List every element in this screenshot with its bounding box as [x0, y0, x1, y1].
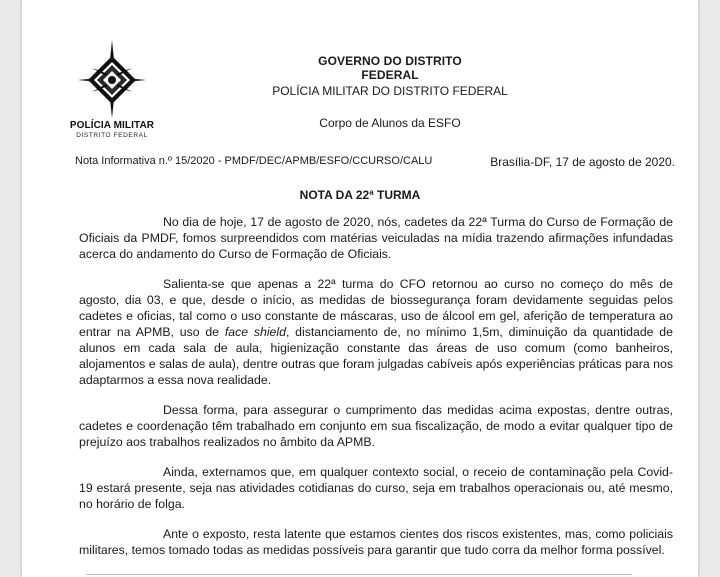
paragraph-2-part-1: Salienta-se que apenas a 22ª turma do CFO retornou ao curso no começo do mês de agosto, dia 03, e que, desde o início, as medidas de biossegurança foram devidamente seguidas pelos cadetes e oficias, tal como o uso constante de máscaras, uso de álcool em gel, aferição de temperatura ao entrar na APMB, uso de: [79, 277, 673, 339]
paragraph-2: [79, 276, 673, 388]
paragraph-2-part-2: , distanciamento de, no mínimo 1,5m, diminuição da quantidade de alunos em cada sala de aula, higienização constante das áreas de uso comum (como banheiros, alojamentos e salas de aula), dentre outras que foram julgadas cabíveis após experiências práticas para nos adaptarmos a essa nova realidade.: [79, 325, 673, 387]
paragraph-1: No dia de hoje, 17 de agosto de 2020, nós, cadetes da 22ª Turma do Curso de Formação de Oficiais da PMDF, fomos surpreendidos com matérias veiculadas na mídia trazendo afirmações infundadas acerca do andamento do Curso de Formação de Oficiais.: [79, 215, 673, 261]
logo-subtitle: DISTRITO FEDERAL: [76, 132, 148, 139]
document-title: NOTA DA 22ª TURMA: [299, 188, 421, 202]
document-body: [79, 214, 673, 558]
paragraph-5: Ante o exposto, resta latente que estamos cientes dos riscos existentes, mas, como policiais militares, temos tomado todas as medidas possíveis para garantir que tudo corra da melhor forma possível.: [79, 527, 673, 557]
paragraph-3: Dessa forma, para assegurar o cumprimento das medidas acima expostas, dentre outras, cadetes e coordenação têm trabalhado em conjunto em sua fiscalização, de modo a evitar qualquer tipo de prejuízo aos trabalhos realizados no âmbito da APMB.: [79, 403, 673, 449]
header-department: Corpo de Alunos da ESFO: [319, 116, 461, 130]
reference-line: [75, 155, 675, 173]
footer-divider: [86, 574, 632, 575]
header-title: GOVERNO DO DISTRITO FEDERAL: [318, 54, 462, 82]
document-page: [22, 0, 698, 577]
header-subtitle: POLÍCIA MILITAR DO DISTRITO FEDERAL: [272, 84, 508, 98]
letterhead: [22, 0, 698, 150]
logo: [67, 40, 157, 145]
document-reference: Nota Informativa n.º 15/2020 - PMDF/DEC/APMB/ESFO/CCURSO/CALU: [75, 155, 433, 167]
pmdf-emblem-icon: [78, 40, 146, 118]
paragraph-4: Ainda, externamos que, em qualquer contexto social, o receio de contaminação pela Covid-19 estará presente, seja nas atividades cotidianas do curso, seja em trabalhos operacionais ou, até mesmo, no horário de folga.: [79, 465, 673, 511]
place-date: Brasília-DF, 17 de agosto de 2020.: [490, 155, 675, 169]
paragraph-2-italic: face shield: [224, 325, 286, 339]
logo-name: POLÍCIA MILITAR: [69, 120, 155, 131]
